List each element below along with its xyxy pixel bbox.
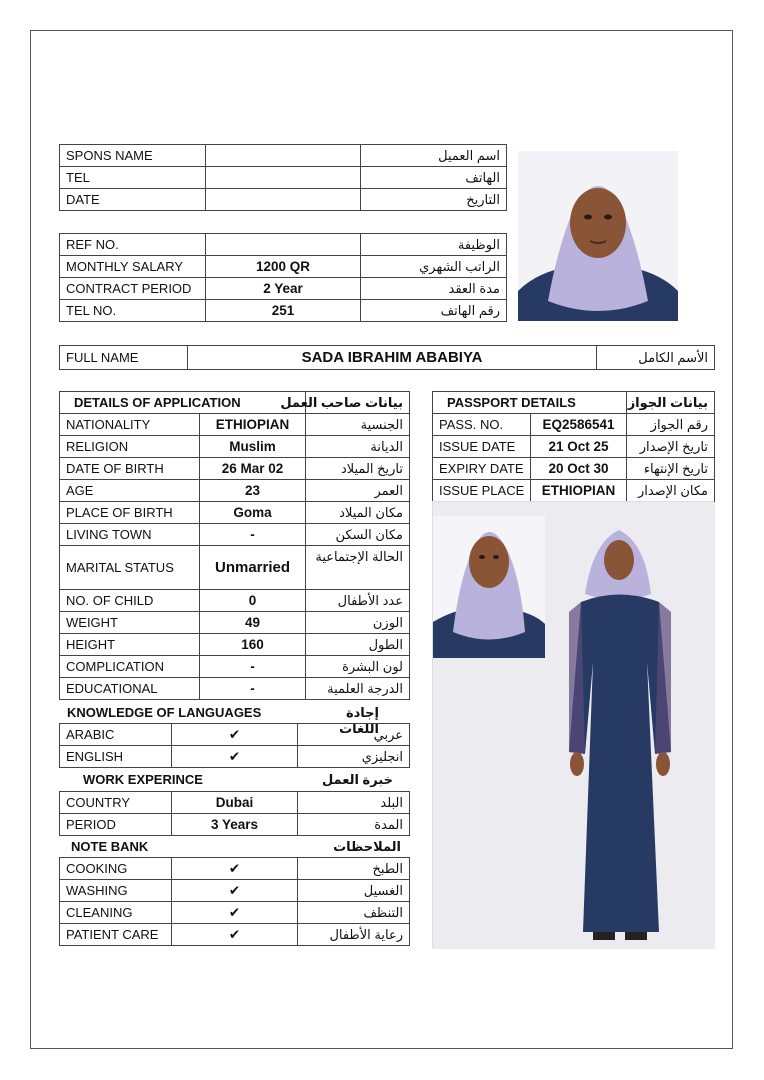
passport-label-ar: تاريخ الإصدار <box>627 436 715 458</box>
passport-label: ISSUE PLACE <box>433 480 531 502</box>
work-table <box>59 791 410 836</box>
passport-label: ISSUE DATE <box>433 436 531 458</box>
notes-table <box>59 857 410 946</box>
note-label: WASHING <box>60 880 172 902</box>
application-label-ar: الديانة <box>306 436 410 458</box>
application-row <box>60 480 410 502</box>
language-label-ar: انجليزي <box>298 746 410 768</box>
passport-row <box>433 414 715 436</box>
application-label-ar: مكان السكن <box>306 524 410 546</box>
contract-value <box>206 234 361 256</box>
passport-label: PASS. NO. <box>433 414 531 436</box>
application-label: WEIGHT <box>60 612 200 634</box>
application-label-ar: مكان الميلاد <box>306 502 410 524</box>
passport-title-ar: بيانات الجواز <box>627 392 715 414</box>
passport-value: 21 Oct 25 <box>531 436 627 458</box>
full-body-photo <box>432 501 714 948</box>
notes-title: NOTE BANK <box>71 839 149 854</box>
contract-label: CONTRACT PERIOD <box>60 278 206 300</box>
sponsor-label-ar: اسم العميل <box>361 145 507 167</box>
passport-table <box>432 391 715 502</box>
sponsor-row <box>60 145 507 167</box>
application-title: DETAILS OF APPLICATION <box>60 392 306 414</box>
work-label: COUNTRY <box>60 792 172 814</box>
application-label-ar: الدرجة العلمية <box>306 678 410 700</box>
work-label-ar: البلد <box>298 792 410 814</box>
note-label-ar: الطبخ <box>298 858 410 880</box>
application-label: HEIGHT <box>60 634 200 656</box>
passport-value: 20 Oct 30 <box>531 458 627 480</box>
note-label: CLEANING <box>60 902 172 924</box>
application-row <box>60 634 410 656</box>
sponsor-label-ar: التاريخ <box>361 189 507 211</box>
language-label-ar: عربي <box>298 724 410 746</box>
application-row <box>60 678 410 700</box>
application-label: AGE <box>60 480 200 502</box>
contract-value: 251 <box>206 300 361 322</box>
sponsor-row <box>60 189 507 211</box>
contract-label: MONTHLY SALARY <box>60 256 206 278</box>
application-label-ar: الجنسية <box>306 414 410 436</box>
sponsor-value <box>206 167 361 189</box>
passport-row <box>433 436 715 458</box>
application-row <box>60 546 410 590</box>
notes-title-ar: الملاحظات <box>333 839 401 854</box>
passport-value: ETHIOPIAN <box>531 480 627 502</box>
work-value: Dubai <box>172 792 298 814</box>
application-value: - <box>200 524 306 546</box>
sponsor-label: TEL <box>60 167 206 189</box>
note-row <box>60 924 410 946</box>
passport-title: PASSPORT DETAILS <box>433 392 627 414</box>
contract-value: 2 Year <box>206 278 361 300</box>
application-label-ar: الحالة الإجتماعية <box>306 546 410 590</box>
application-label: LIVING TOWN <box>60 524 200 546</box>
language-row <box>60 724 410 746</box>
application-label: COMPLICATION <box>60 656 200 678</box>
application-label: MARITAL STATUS <box>60 546 200 590</box>
full-name-label-ar: الأسم الكامل <box>597 346 715 370</box>
note-value: ✔ <box>172 924 298 946</box>
application-value: 26 Mar 02 <box>200 458 306 480</box>
note-label-ar: الغسيل <box>298 880 410 902</box>
note-label: COOKING <box>60 858 172 880</box>
work-title: WORK EXPERINCE <box>83 772 203 787</box>
sponsor-table <box>59 144 507 211</box>
application-row <box>60 656 410 678</box>
application-row <box>60 502 410 524</box>
contract-row <box>60 278 507 300</box>
application-value: - <box>200 678 306 700</box>
application-value: Unmarried <box>200 546 306 590</box>
application-value: Goma <box>200 502 306 524</box>
contract-label-ar: الراتب الشهري <box>361 256 507 278</box>
languages-title: KNOWLEDGE OF LANGUAGES <box>67 705 262 720</box>
note-label: PATIENT CARE <box>60 924 172 946</box>
application-row <box>60 590 410 612</box>
language-label: ENGLISH <box>60 746 172 768</box>
language-row <box>60 746 410 768</box>
application-row <box>60 436 410 458</box>
application-title-ar: بيانات صاحب العمل <box>306 392 410 414</box>
note-label-ar: رعاية الأطفال <box>298 924 410 946</box>
application-value: Muslim <box>200 436 306 458</box>
application-label-ar: الطول <box>306 634 410 656</box>
passport-row <box>433 480 715 502</box>
application-value: 0 <box>200 590 306 612</box>
languages-title-ar: إجادة اللغات <box>339 705 379 736</box>
language-value: ✔ <box>172 746 298 768</box>
application-label-ar: الوزن <box>306 612 410 634</box>
application-label: PLACE OF BIRTH <box>60 502 200 524</box>
application-label-ar: العمر <box>306 480 410 502</box>
headshot-photo <box>518 151 678 321</box>
contract-label: REF NO. <box>60 234 206 256</box>
contract-row <box>60 256 507 278</box>
application-label: NO. OF CHILD <box>60 590 200 612</box>
sponsor-row <box>60 167 507 189</box>
application-row <box>60 414 410 436</box>
application-label-ar: عدد الأطفال <box>306 590 410 612</box>
application-label-ar: تاريخ الميلاد <box>306 458 410 480</box>
work-value: 3 Years <box>172 814 298 836</box>
passport-value: EQ2586541 <box>531 414 627 436</box>
sponsor-label: DATE <box>60 189 206 211</box>
work-title-ar: خبرة العمل <box>321 772 393 787</box>
passport-label-ar: رقم الجواز <box>627 414 715 436</box>
note-value: ✔ <box>172 858 298 880</box>
work-label: PERIOD <box>60 814 172 836</box>
language-label: ARABIC <box>60 724 172 746</box>
application-label: DATE OF BIRTH <box>60 458 200 480</box>
application-value: 160 <box>200 634 306 656</box>
note-label-ar: التنظف <box>298 902 410 924</box>
contract-row <box>60 300 507 322</box>
full-name-label: FULL NAME <box>60 346 188 370</box>
contract-label: TEL NO. <box>60 300 206 322</box>
note-row <box>60 902 410 924</box>
application-label-ar: لون البشرة <box>306 656 410 678</box>
note-value: ✔ <box>172 902 298 924</box>
note-row <box>60 880 410 902</box>
application-label: RELIGION <box>60 436 200 458</box>
sponsor-label: SPONS NAME <box>60 145 206 167</box>
work-row <box>60 814 410 836</box>
application-value: 49 <box>200 612 306 634</box>
sponsor-value <box>206 145 361 167</box>
contract-label-ar: رقم الهاتف <box>361 300 507 322</box>
note-row <box>60 858 410 880</box>
application-form-page <box>30 30 733 1049</box>
application-row <box>60 524 410 546</box>
application-table <box>59 391 410 700</box>
application-value: - <box>200 656 306 678</box>
application-row <box>60 612 410 634</box>
sponsor-label-ar: الهاتف <box>361 167 507 189</box>
contract-label-ar: مدة العقد <box>361 278 507 300</box>
application-value: 23 <box>200 480 306 502</box>
note-value: ✔ <box>172 880 298 902</box>
full-name-value: SADA IBRAHIM ABABIYA <box>188 346 597 370</box>
contract-row <box>60 234 507 256</box>
application-label: NATIONALITY <box>60 414 200 436</box>
passport-row <box>433 458 715 480</box>
contract-label-ar: الوظيفة <box>361 234 507 256</box>
passport-label: EXPIRY DATE <box>433 458 531 480</box>
full-name-table <box>59 345 715 370</box>
application-label: EDUCATIONAL <box>60 678 200 700</box>
application-row <box>60 458 410 480</box>
passport-label-ar: تاريخ الإنتهاء <box>627 458 715 480</box>
sponsor-value <box>206 189 361 211</box>
contract-table <box>59 233 507 322</box>
passport-label-ar: مكان الإصدار <box>627 480 715 502</box>
contract-value: 1200 QR <box>206 256 361 278</box>
application-value: ETHIOPIAN <box>200 414 306 436</box>
languages-table <box>59 723 410 768</box>
work-row <box>60 792 410 814</box>
language-value: ✔ <box>172 724 298 746</box>
work-label-ar: المدة <box>298 814 410 836</box>
